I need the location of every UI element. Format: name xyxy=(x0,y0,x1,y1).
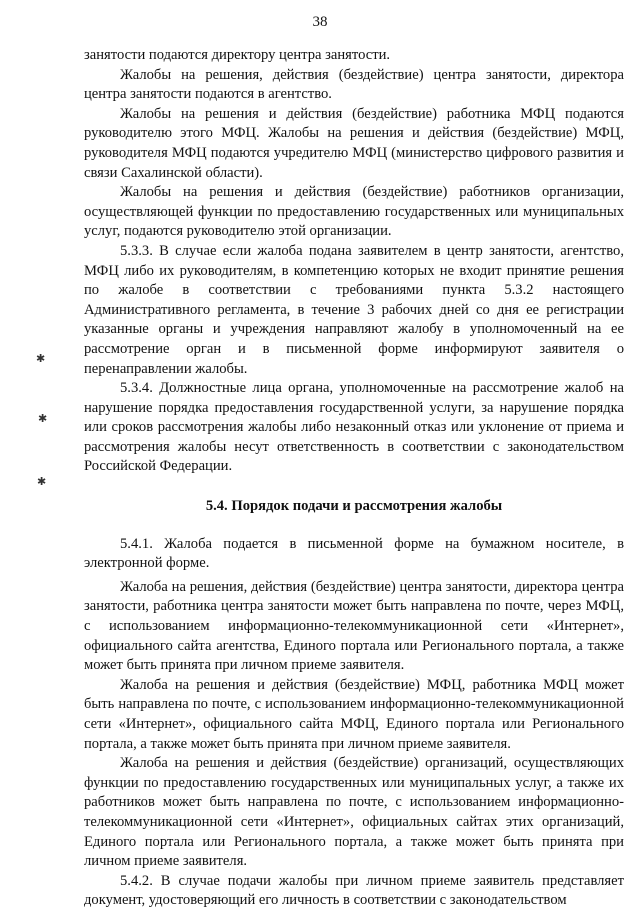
paragraph: Жалоба на решения, действия (бездействие) центра занятости, директора центра занятости, работника центра занятости может быть направлена по почте, через МФЦ, с использованием информационно-телекоммуникационной сети «Интернет», официального сайта агентства, Единого портала или Регионального портала, а также может быть принята при личном приеме заявителя. xyxy=(84,578,624,674)
margin-mark: ✱ xyxy=(37,476,47,488)
margin-mark: ✱ xyxy=(38,413,48,425)
document-body xyxy=(84,46,624,911)
paragraph: 5.3.3. В случае если жалоба подана заявителем в центр занятости, агентство, МФЦ либо их руководителям, в компетенцию которых не входит принятие решения по жалобе в соответствии с требованиями пункта 5.3.2 настоящего Административного регламента, в течение 3 рабочих дней со дня ее регистрации указанные органы и учреждения направляют жалобу в уполномоченный на ее рассмотрение орган и в письменной форме информируют заявителя о перенаправлении жалобы. xyxy=(84,242,624,377)
paragraph: 5.4.1. Жалоба подается в письменной форме на бумажном носителе, в электронной форме. xyxy=(84,535,624,572)
paragraph: Жалобы на решения, действия (бездействие) центра занятости, директора центра занятости подаются в агентство. xyxy=(84,66,624,103)
paragraph: занятости подаются директору центра занятости. xyxy=(84,47,391,63)
paragraph: Жалоба на решения и действия (бездействие) организаций, осуществляющих функции по предоставлению государственных или муниципальных услуг, а также их работников может быть направлена по почте, с использованием информационно-телекоммуникационной сети «Интернет», официальных сайтах этих организаций, Единого портала или Регионального портала, а также может быть принята при личном приеме заявителя. xyxy=(84,755,624,870)
margin-mark: ✱ xyxy=(36,353,46,365)
paragraph: Жалоба на решения и действия (бездействие) МФЦ, работника МФЦ может быть направлена по почте, с использованием информационно-телекоммуникационной сети «Интернет», официального сайта МФЦ, Единого портала или Регионального портала, а также может быть принята при личном приеме заявителя. xyxy=(84,676,624,752)
section-heading: 5.4. Порядок подачи и рассмотрения жалобы xyxy=(205,498,503,515)
paragraph: 5.3.4. Должностные лица органа, уполномоченные на рассмотрение жалоб на нарушение порядка предоставления государственной услуги, за нарушение порядка или сроков рассмотрения жалобы либо незаконный отказ или уклонение от приема и рассмотрения жалобы несут ответственность в соответствии с законодательством Российской Федерации. xyxy=(84,380,624,475)
paragraph: Жалобы на решения и действия (бездействие) работников организации, осуществляющей функции по предоставлению государственных или муниципальных услуг, подаются руководителю этой организации. xyxy=(84,184,624,240)
page-number: 38 xyxy=(312,14,328,30)
paragraph: Жалобы на решения и действия (бездействие) работника МФЦ подаются руководителю этого МФЦ. Жалобы на решения и действия (бездействие) МФЦ, руководителя МФЦ подаются учредителю МФЦ (министерство цифрового развития и связи Сахалинской области). xyxy=(84,105,624,181)
paragraph: 5.4.2. В случае подачи жалобы при личном приеме заявитель представляет документ, удостоверяющий его личность в соответствии с законодательством xyxy=(84,872,624,909)
